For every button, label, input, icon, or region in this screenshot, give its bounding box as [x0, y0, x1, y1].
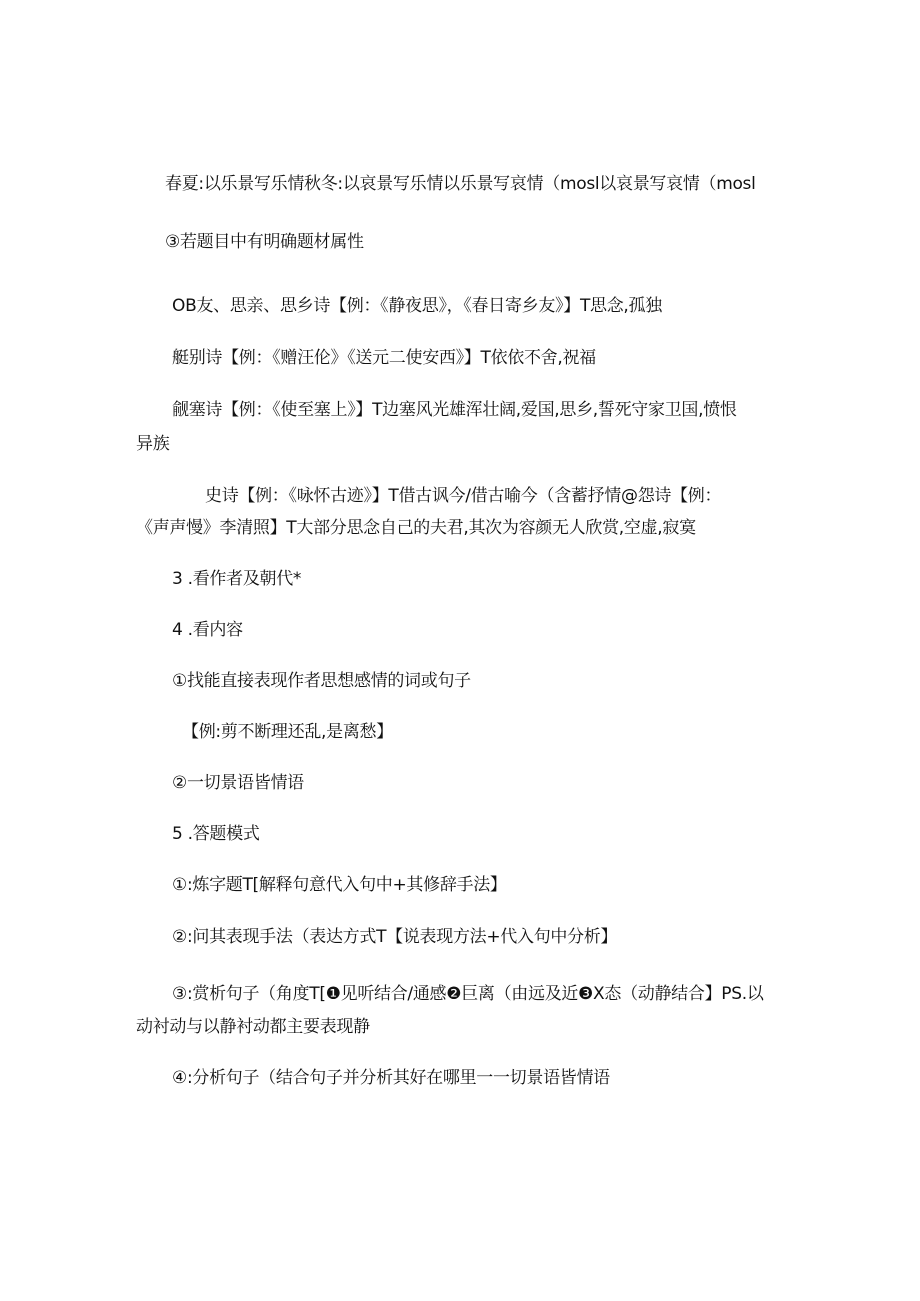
- text-line-analyze-sentence: ④:分析句子（结合句子并分析其好在哪里一一切景语皆情语: [172, 1068, 610, 1088]
- text-line-content: 4 .看内容: [172, 620, 243, 640]
- text-line-subject-attribute: ③若题目中有明确题材属性: [165, 232, 364, 252]
- text-line-answer-mode: 5 .答题模式: [172, 824, 260, 844]
- text-line-seasons: 春夏:以乐景写乐情秋冬:以哀景写乐情以乐景写哀情（mosl以哀景写哀情（mosl: [165, 174, 756, 194]
- text-line-frontier-poems-cont: 异族: [136, 434, 170, 454]
- text-line-appreciate-sentence: ③:赏析句子（角度T[❶见听结合/通感❷巨离（由远及近❸X态（动静结合】PS.以: [172, 984, 764, 1004]
- text-line-author-dynasty: 3 .看作者及朝代*: [172, 569, 302, 589]
- text-line-scenery: ②一切景语皆情语: [172, 773, 304, 793]
- text-line-expression-technique: ②:问其表现手法（表达方式T【说表现方法+代入句中分析】: [172, 927, 618, 947]
- text-line-find-words: ①找能直接表现作者思想感情的词或句子: [172, 671, 471, 691]
- text-line-example: 【例:剪不断理还乱,是离愁】: [182, 722, 393, 742]
- text-line-frontier-poems: 觎塞诗【例：《使至塞上》】T边塞风光雄浑壮阔,爱国,思乡,誓死守家卫国,愤恨: [172, 400, 737, 420]
- text-line-word-refining: ①:炼字题T[解释句意代入句中+其修辞手法】: [172, 875, 507, 895]
- text-line-history-poems-cont: 《声声慢》李清照】T大部分思念自己的夫君,其次为容颜无人欣赏,空虚,寂寞: [136, 518, 696, 538]
- text-line-history-poems: 史诗【例：《咏怀古迹》】T借古讽今/借古喻今（含蓄抒情@怨诗【例：: [205, 486, 722, 506]
- text-line-farewell-poems: 艇别诗【例：《赠汪伦》《送元二使安西》】T依依不舍,祝福: [172, 348, 596, 368]
- text-line-homesick-poems: OB友、思亲、思乡诗【例：《静夜思》，《春日寄乡友》】T思念,孤独: [172, 296, 662, 316]
- text-line-appreciate-sentence-cont: 动衬动与以静衬动都主要表现静: [136, 1017, 370, 1037]
